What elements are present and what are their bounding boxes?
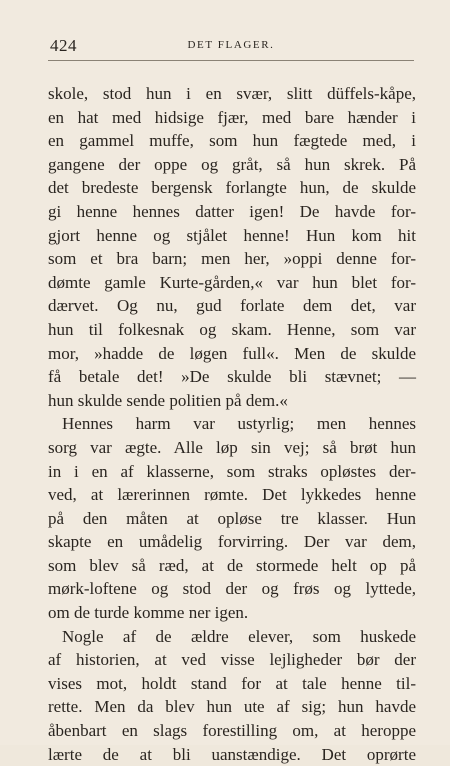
page-number: 424 xyxy=(50,36,77,55)
text-line: af historien, at ved visse lejligheder bør der xyxy=(48,650,416,670)
text-line: hun skulde sende politien på dem.« xyxy=(48,390,288,410)
text-line: mor, »hadde de løgen full«. Men de skulde xyxy=(48,343,416,363)
text-line: åbenbart en slags forestilling om, at heroppe xyxy=(48,721,416,741)
text-line: som et bra barn; men her, »oppi denne for- xyxy=(48,249,416,269)
text-line: dømte gamle Kurte-gården,« var hun blet for- xyxy=(48,272,416,292)
text-line: rette. Men da blev hun ute af sig; hun havde xyxy=(48,697,416,717)
text-line: lærte de at bli uanstændige. Det oprørte xyxy=(48,744,416,764)
text-line: Hennes harm var ustyrlig; men hennes xyxy=(62,414,416,434)
text-line: skole, stod hun i en svær, slitt düffels-kåpe, xyxy=(48,84,416,103)
text-line: få betale det! »De skulde bli stævnet; — xyxy=(48,367,416,387)
text-line: en gammel muffe, som hun fægtede med, i xyxy=(48,131,416,151)
text-line: som blev så ræd, at de stormede helt op på xyxy=(48,555,416,575)
text-line: Nogle af de ældre elever, som huskede xyxy=(62,626,416,646)
text-line: in i en af klasserne, som straks opløstes der- xyxy=(48,461,416,481)
text-line: dærvet. Og nu, gud forlate dem det, var xyxy=(48,296,416,316)
text-line: gjort henne og stjålet henne! Hun kom hit xyxy=(48,225,416,245)
text-line: gi henne hennes datter igen! De havde for- xyxy=(48,201,416,221)
text-line: om de turde komme ner igen. xyxy=(48,603,249,623)
running-title: DET FLAGER. xyxy=(187,39,275,51)
text-line: det bredeste bergensk forlangte hun, de skulde xyxy=(48,178,416,198)
body-text xyxy=(48,82,416,766)
page-header xyxy=(48,36,414,61)
text-line: mørk-loftene og stod der og frøs og lyttede, xyxy=(48,579,416,599)
text-line: hun til folkesnak og skam. Henne, som var xyxy=(48,319,416,339)
text-line: sorg var ægte. Alle løp sin vej; så brøt hun xyxy=(48,437,416,457)
text-line: på den måten at opløse tre klasser. Hun xyxy=(48,508,416,528)
text-line: skapte en umådelig forvirring. Der var dem, xyxy=(48,532,416,552)
text-line: vises mot, holdt stand for at tale henne til- xyxy=(48,673,416,693)
text-line: gangene der oppe og gråt, så hun skrek. På xyxy=(48,154,416,174)
text-line: ved, at lærerinnen rømte. Det lykkedes henne xyxy=(48,485,416,505)
text-line: en hat med hidsige fjær, med bare hænder i xyxy=(48,107,416,127)
